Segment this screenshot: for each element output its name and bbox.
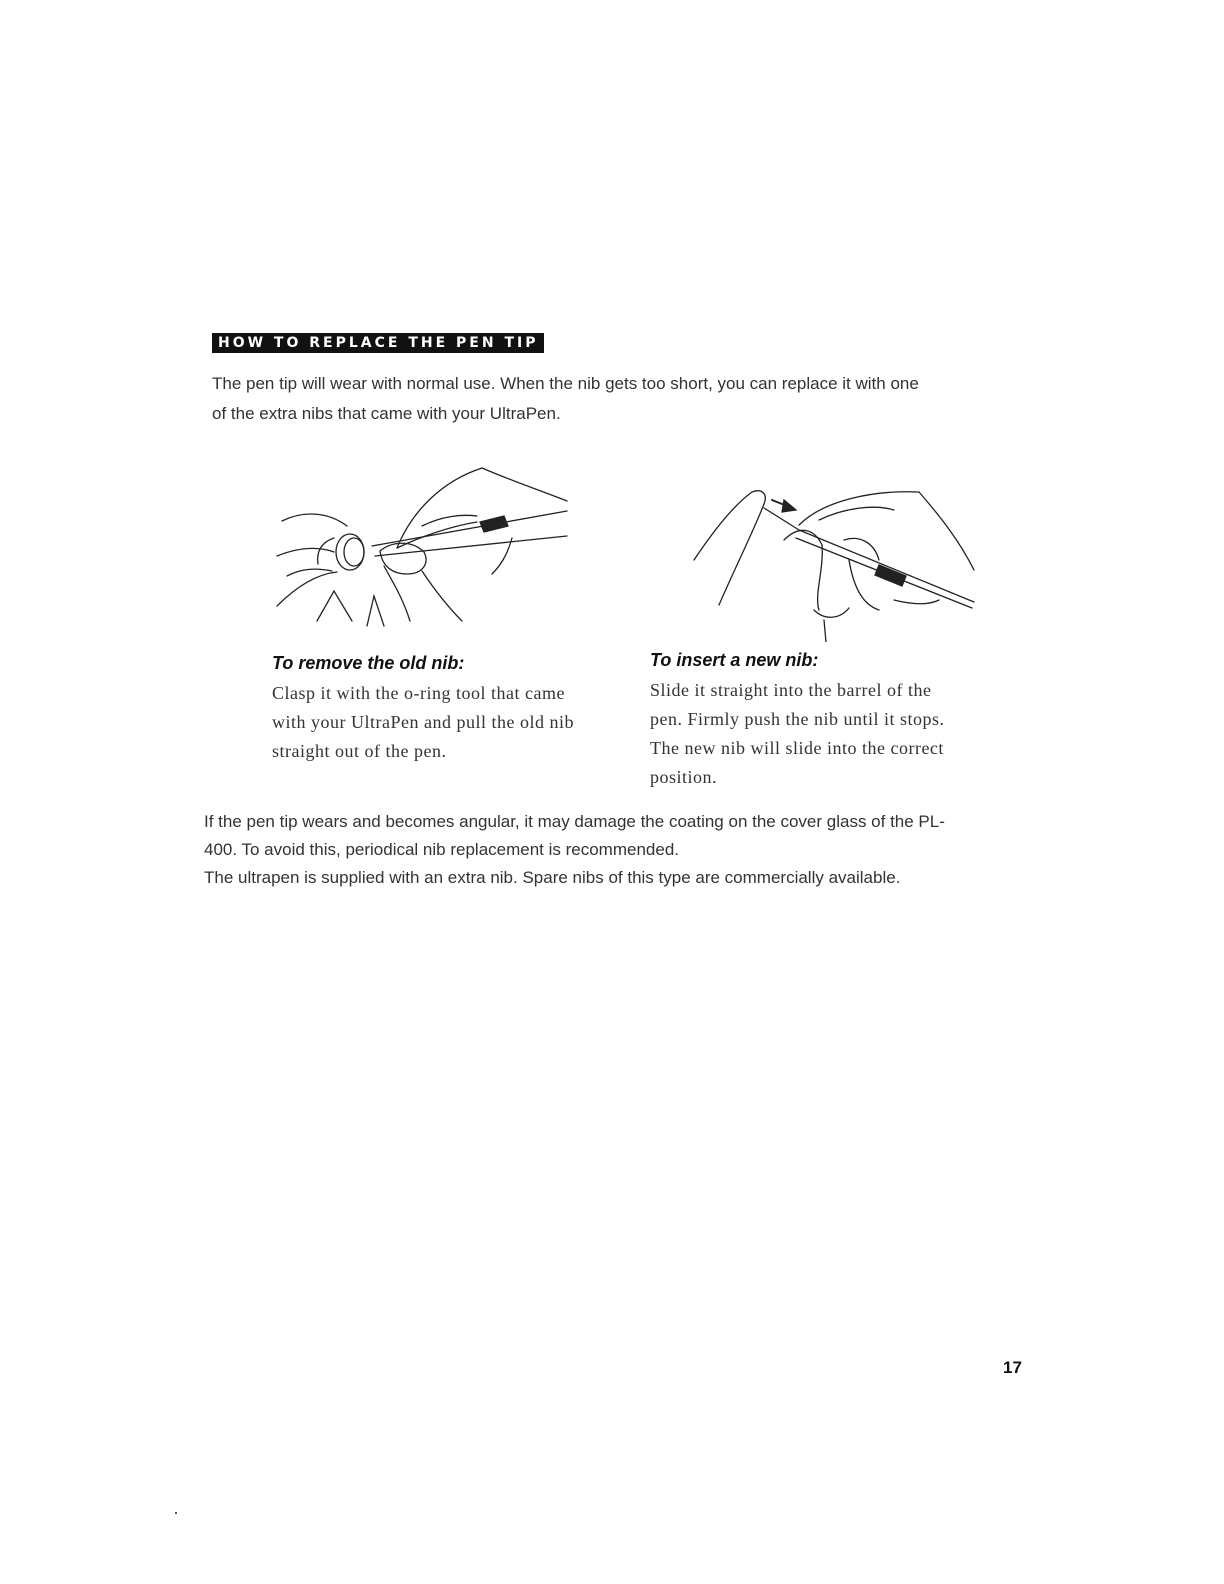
page-number: 17 — [1003, 1358, 1022, 1377]
step-insert-title: To insert a new nib: — [650, 650, 819, 670]
intro-line-2: of the extra nibs that came with your UltraPen. — [212, 404, 561, 423]
step-insert-new-nib — [650, 648, 960, 792]
notes-paragraph — [204, 808, 1034, 892]
notes-line-2: 400. To avoid this, periodical nib replacement is recommended. — [204, 840, 680, 859]
step-insert-body: Slide it straight into the barrel of the pen. Firmly push the nib until it stops. The new nib will slide into the correct position. — [650, 680, 945, 787]
notes-line-1: If the pen tip wears and becomes angular, it may damage the coating on the cover glass of the PL- — [204, 812, 945, 831]
step-remove-old-nib — [272, 651, 582, 766]
intro-paragraph — [212, 369, 1032, 429]
removal-drawing — [272, 456, 582, 636]
pen-nib-insertion-illustration — [674, 480, 984, 642]
section-heading: HOW TO REPLACE THE PEN TIP — [212, 333, 544, 353]
step-remove-title: To remove the old nib: — [272, 653, 465, 673]
pen-nib-removal-illustration — [272, 456, 582, 636]
insertion-drawing — [674, 480, 984, 642]
notes-line-3: The ultrapen is supplied with an extra nib. Spare nibs of this type are commercially available. — [204, 868, 901, 887]
intro-line-1: The pen tip will wear with normal use. When the nib gets too short, you can replace it with one — [212, 374, 919, 393]
scan-speck — [175, 1512, 177, 1514]
step-remove-body: Clasp it with the o-ring tool that came with your UltraPen and pull the old nib straight out of the pen. — [272, 683, 574, 761]
